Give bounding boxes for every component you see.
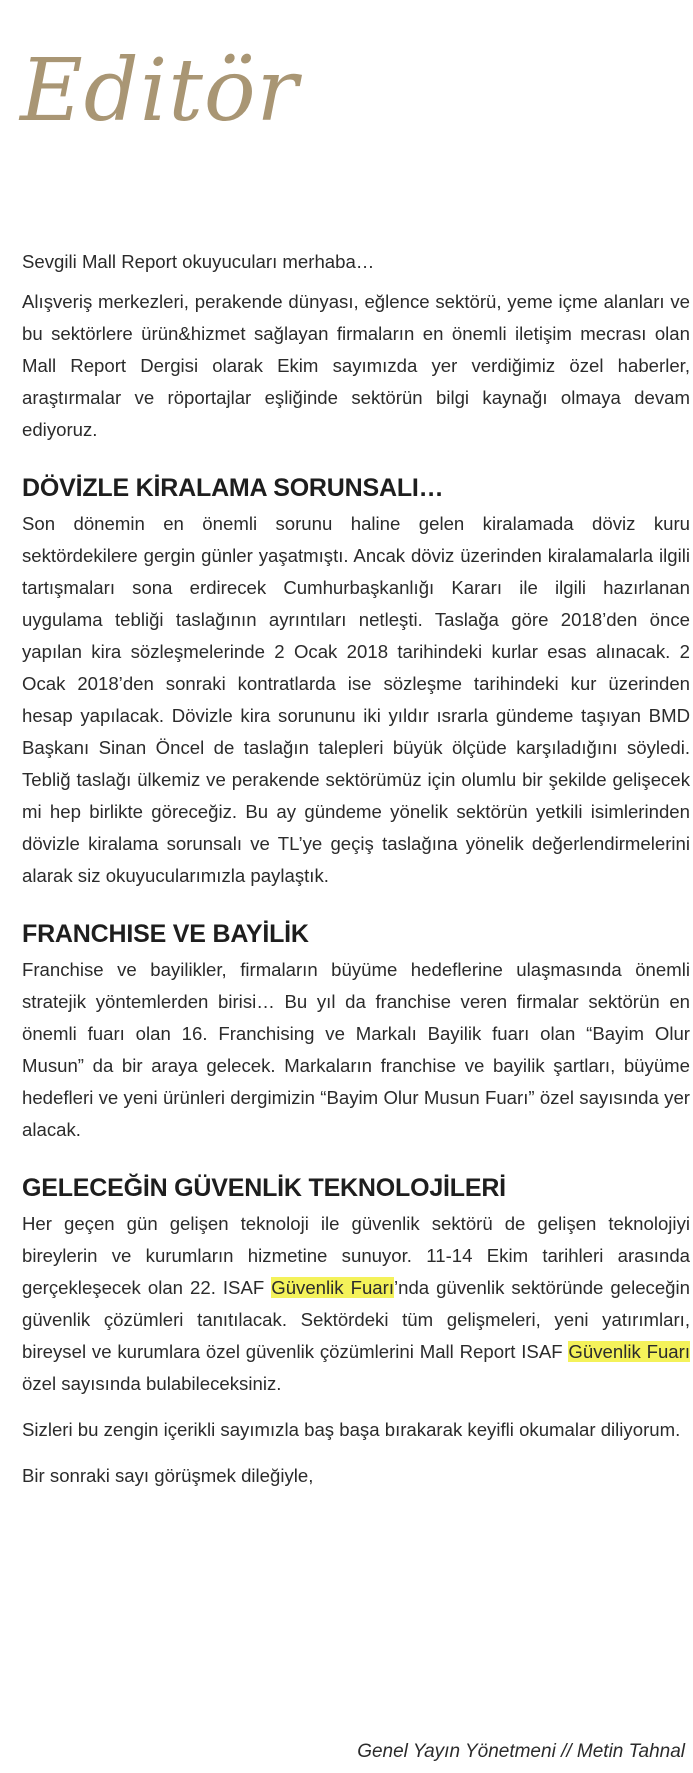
section-heading-guvenlik: GELECEĞİN GÜVENLİK TEKNOLOJİLERİ [22,1174,506,1202]
highlight-guvenlik-fuari-2: Güvenlik Fuarı [568,1341,690,1362]
section-body-doviz: Son dönemin en önemli sorunu haline gelen kiralamada döviz kuru sektördekilere gergin günler yaşatmıştı. Ancak döviz üzerinden kiralamalarla ilgili tartışmaları sona erdirecek Cumhurbaşkanlığı Kararı ile ilgili hazırlanan uygulama tebliği taslağının ayrıntıları netleşti. Taslağa göre 2018’den önce yapılan kira sözleşmelerinde 2 Ocak 2018 tarihindeki kurlar esas alınacak. 2 Ocak 2018’den sonraki kontratlarda ise sözleşme tarihindeki kur üzerinden hesap yapılacak. Dövizle kira sorununu iki yıldır ısrarla gündeme taşıyan BMD Başkanı Sinan Öncel de taslağın talepleri büyük ölçüde karşıladığını söyledi. Tebliğ taslağı ülkemiz ve perakende sektörümüz için olumlu bir şekilde gelişecek mi hep birlikte göreceğiz. Bu ay gündeme yönelik sektörün yetkili isimlerinden dövizle kiralama sorunsalı ve TL’ye geçiş taslağına yönelik değerlendirmelerini alarak siz okuyucularımızla paylaştık. [22,513,690,886]
section-body-guvenlik [22,1208,690,1400]
editorial-content [22,246,690,1506]
farewell-paragraph: Bir sonraki sayı görüşmek dileğiyle, [22,1465,314,1486]
section-heading-doviz: DÖVİZLE KİRALAMA SORUNSALI… [22,474,444,502]
closing-paragraph: Sizleri bu zengin içerikli sayımızla baş başa bırakarak keyifli okumalar diliyorum. [22,1419,681,1440]
editor-title-logo: Editör [20,41,299,141]
section-body-franchise: Franchise ve bayilikler, firmaların büyüme hedeflerine ulaşmasında önemli stratejik yöntemlerden birisi… Bu yıl da franchise veren firmalar sektörün en önemli fuarı olan 16. Franchising ve Markalı Bayilik fuarı olan “Bayim Olur Musun” da bir araya gelecek. Markaların franchise ve bayilik şartları, büyüme hedefleri ve yeni ürünleri dergimizin “Bayim Olur Musun Fuarı” özel sayısında yer alacak. [22,959,690,1140]
guvenlik-text-part3: özel sayısında bulabileceksiniz. [22,1373,282,1394]
intro-paragraph: Alışveriş merkezleri, perakende dünyası, eğlence sektörü, yeme içme alanları ve bu sektörlere ürün&hizmet sağlayan firmaların en önemli iletişim mecrası olan Mall Report Dergisi olarak Ekim sayımızda yer verdiğimiz özel haberler, araştırmalar ve röportajlar eşliğinde sektörün bilgi kaynağı olmaya devam ediyoruz. [22,291,690,440]
signature-line: Genel Yayın Yönetmeni // Metin Tahnal [357,1741,685,1762]
section-heading-franchise: FRANCHISE VE BAYİLİK [22,920,309,948]
greeting-paragraph: Sevgili Mall Report okuyucuları merhaba… [22,251,375,272]
guvenlik-text-part1: Her geçen gün gelişen teknoloji ile güvenlik sektörü de gelişen teknolojiyi bireylerin ve kurumların hizmetine sunuyor. 11-14 Ekim tarihleri arasında gerçekleşecek olan 22. ISAF [22,1213,690,1298]
highlight-guvenlik-fuari-1: Güvenlik Fuarı [271,1277,394,1298]
guvenlik-text-part2: ’nda güvenlik sektöründe geleceğin güvenlik çözümleri tanıtılacak. Sektördeki tüm gelişmeleri, yeni yatırımları, bireysel ve kurumlara özel güvenlik çözümlerini Mall Report ISAF [22,1277,690,1362]
